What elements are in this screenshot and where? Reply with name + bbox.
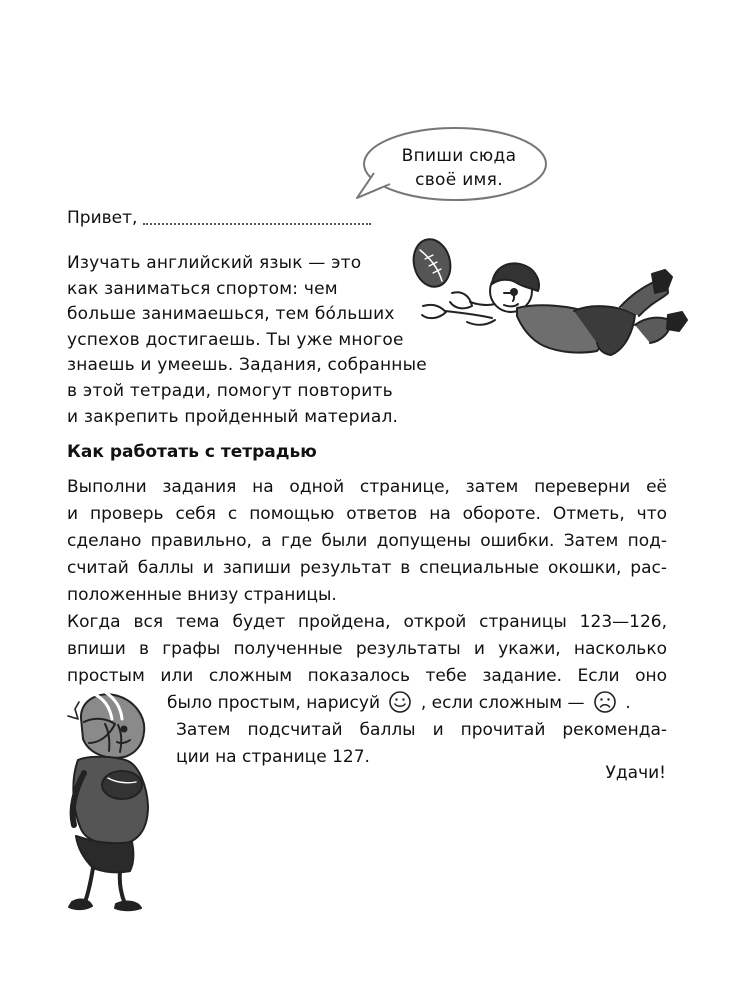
intro-line: успехов достигаешь. Ты уже многое [67,329,404,350]
diving-player-illustration [400,232,690,402]
intro-line: как заниматься спортом: чем [67,278,338,299]
instruction-line: простым или сложным показалось тебе задание. Если оно [67,666,667,686]
bubble-line: своё имя. [415,170,503,190]
instruction-line: Затем подсчитай баллы и прочитай рекоменда- [176,720,667,740]
smiley-line-middle: , если сложным — [420,693,585,713]
signoff: Удачи! [605,763,666,783]
smiley-sad-icon [593,690,617,714]
intro-line: и закрепить пройденный материал. [67,406,399,427]
standing-player-illustration [60,690,170,915]
instruction-line: Когда вся тема будет пройдена, открой страницы 123—126, [67,612,667,632]
instruction-line: считай баллы и запиши результат в специальные окошки, рас- [67,558,667,578]
name-input-line[interactable] [143,209,371,225]
instruction-line: положенные внизу страницы. [67,585,337,605]
instruction-line: впиши в графы полученные результаты и укажи, насколько [67,639,667,659]
speech-bubble [354,125,548,211]
intro-line: Изучать английский язык — это [67,253,362,273]
intro-line: в этой тетради, помогут повторить [67,380,393,401]
section-heading: Как работать с тетрадью [67,442,317,462]
greeting-label: Привет, [67,208,138,228]
smiley-line-after: . [625,693,631,713]
intro-line: знаешь и умеешь. Задания, собранные [67,355,427,376]
greeting [67,206,371,230]
instruction-line: ции на странице 127. [176,747,370,767]
smiley-happy-icon [388,690,412,714]
bubble-line: Впиши сюда [401,146,517,166]
intro-paragraph [67,251,447,430]
instruction-line: и проверь себя с помощью ответов на обороте. Отметь, что [67,504,667,524]
intro-line: больше занимаешься, тем бо́льших [67,304,395,325]
instruction-line: Выполни задания на одной странице, затем переверни её [67,477,667,497]
smiley-line-before: было простым, нарисуй [167,693,381,713]
bubble-text [382,144,536,192]
instruction-line: сделано правильно, а где были допущены ошибки. Затем под- [67,531,667,551]
